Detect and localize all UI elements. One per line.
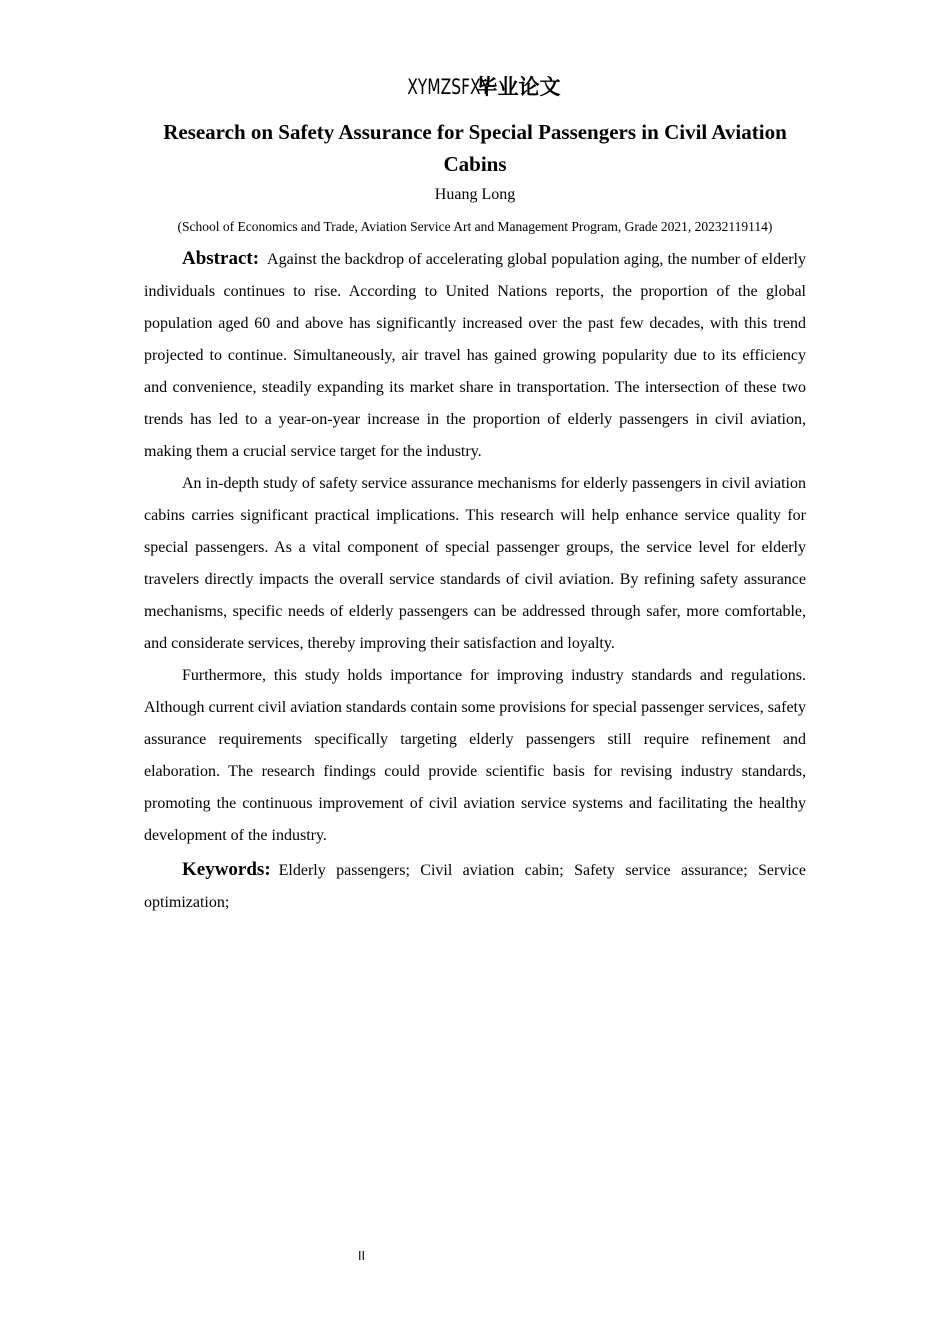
abstract-section — [144, 243, 806, 919]
page-number: II — [358, 1249, 366, 1263]
abstract-paragraph-2: An in-depth study of safety service assurance mechanisms for elderly passengers in civil aviation cabins carries significant practical implications. This research will help enhance service quality for special passengers. As a vital component of special passenger groups, the service level for elderly travelers directly impacts the overall service standards of civil aviation. By refining safety assurance mechanisms, specific needs of elderly passengers can be addressed through safer, more comfortable, and considerate services, thereby improving their satisfaction and loyalty. — [144, 475, 806, 652]
header-latin: XYMZSFXY — [407, 75, 491, 99]
paper-title: Research on Safety Assurance for Special Passengers in Civil Aviation Cabins — [163, 120, 787, 176]
abstract-paragraph-1 — [144, 243, 806, 468]
abstract-label: Abstract: — [182, 248, 260, 269]
header-cjk: 毕业论文 — [476, 75, 561, 99]
abstract-paragraph-3: Furthermore, this study holds importance for improving industry standards and regulations. Although current civil aviation standards contain some provisions for special passenger services, safety assurance requirements specifically targeting elderly passengers still require refinement and elaboration. The research findings could provide scientific basis for revising industry standards, promoting the continuous improvement of civil aviation service systems and facilitating the healthy development of the industry. — [144, 667, 806, 844]
author-affiliation: (School of Economics and Trade, Aviation Service Art and Management Program, Grade 2021, 20232119114) — [177, 219, 773, 234]
keywords-paragraph — [144, 854, 806, 919]
page-header — [0, 74, 950, 100]
keywords-text: Elderly passengers; Civil aviation cabin; Safety service assurance; Service optimization; — [144, 862, 806, 911]
abstract-text-1: Against the backdrop of accelerating global population aging, the number of elderly individuals continues to rise. According to United Nations reports, the proportion of the global population aged 60 and above has significantly increased over the past few decades, with this trend projected to continue. Simultaneously, air travel has gained growing popularity due to its efficiency and convenience, steadily expanding its market share in transportation. The intersection of these two trends has led to a year-on-year increase in the proportion of elderly passengers in civil aviation, making them a crucial service target for the industry. — [144, 251, 806, 460]
author-name: Huang Long — [434, 186, 516, 203]
keywords-label: Keywords: — [182, 859, 271, 880]
